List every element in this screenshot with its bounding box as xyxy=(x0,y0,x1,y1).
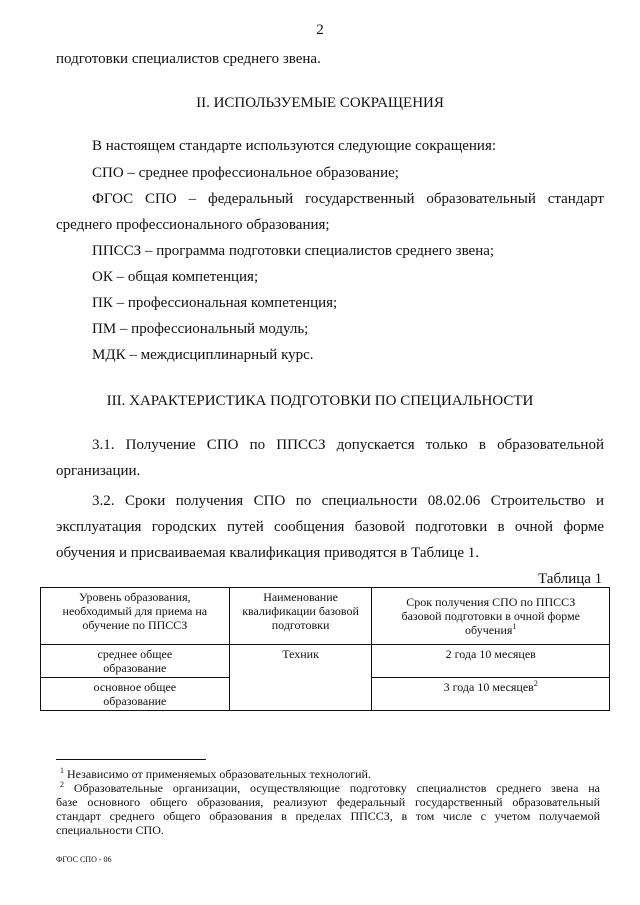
abbrev-pm: ПМ – профессиональный модуль; xyxy=(92,321,309,337)
document-footer: ФГОС СПО - 06 xyxy=(56,855,112,864)
abbrev-mdk: МДК – междисциплинарный курс. xyxy=(92,347,314,363)
qualification-cell: Техник xyxy=(229,645,372,711)
para-3-2-line3: обучения и присваиваемая квалификация приводятся в Таблице 1. xyxy=(56,545,479,561)
abbrev-ppssz: ППССЗ – программа подготовки специалистов среднего звена; xyxy=(92,243,495,259)
footnote-ref-2: 2 xyxy=(533,679,538,688)
footnote-1-mark: 1 xyxy=(60,766,64,775)
footnote-2-line4: специальности СПО. xyxy=(56,823,164,837)
table-header-row xyxy=(41,588,610,645)
abbrev-lead: В настоящем стандарте используются следующие сокращения: xyxy=(92,138,497,154)
footnote-2-line3: стандарт среднего общего образования в пределах ППССЗ, в том числе с учетом получаемой xyxy=(56,809,600,823)
abbrev-fgos-line2: среднего профессионального образования; xyxy=(56,217,330,233)
table-caption: Таблица 1 xyxy=(538,571,603,587)
qualification-table xyxy=(40,587,610,711)
education-level-cell: основное общее образование xyxy=(41,678,230,711)
education-level-cell: среднее общее образование xyxy=(41,645,230,678)
study-term-cell: 3 года 10 месяцев$^2$ xyxy=(372,678,610,711)
table-row xyxy=(41,645,610,678)
para-3-2-line2: эксплуатация городских путей сообщения базовой подготовки в очной форме xyxy=(56,519,604,535)
footnote-2-line2: базе основного общего образования, реализуют федеральный государственный образовательный xyxy=(56,795,600,809)
study-term-cell: 2 года 10 месяцев xyxy=(372,645,610,678)
page-number: 2 xyxy=(316,22,324,38)
abbrev-fgos-line1: ФГОС СПО – федеральный государственный образовательный стандарт xyxy=(92,191,604,207)
intro-fragment: подготовки специалистов среднего звена. xyxy=(56,51,321,67)
para-3-1-line2: организации. xyxy=(56,463,141,479)
section-2-heading: II. ИСПОЛЬЗУЕМЫЕ СОКРАЩЕНИЯ xyxy=(196,95,444,111)
section-3-heading: III. ХАРАКТЕРИСТИКА ПОДГОТОВКИ ПО СПЕЦИАЛЬНОСТИ xyxy=(106,393,534,409)
footnote-separator xyxy=(56,759,206,760)
para-3-1-line1: 3.1. Получение СПО по ППССЗ допускается только в образовательной xyxy=(92,437,604,453)
abbrev-pk: ПК – профессиональная компетенция; xyxy=(92,295,338,311)
footnote-1 xyxy=(60,767,371,781)
footnote-2-mark: 2 xyxy=(60,780,64,789)
abbrev-spo: СПО – среднее профессиональное образование; xyxy=(92,165,399,181)
footnote-2-line1: $^2$ Образовательные организации, осуществляющие подготовку специалистов среднего звена на xyxy=(60,780,601,795)
header-study-term: Срок получения СПО по ППССЗ базовой подготовки в очной форме обучения$^1$ xyxy=(372,588,610,645)
abbrev-ok: ОК – общая компетенция; xyxy=(92,269,259,285)
para-3-2-line1: 3.2. Сроки получения СПО по специальности 08.02.06 Строительство и xyxy=(92,493,604,509)
footnote-1-text: Независимо от применяемых образовательных технологий. xyxy=(67,767,371,781)
header-qualification: Наименование квалификации базовой подготовки xyxy=(229,588,372,645)
footnote-ref-1: 1 xyxy=(512,622,517,631)
header-education-level: Уровень образования, необходимый для приема на обучение по ППССЗ xyxy=(41,588,230,645)
